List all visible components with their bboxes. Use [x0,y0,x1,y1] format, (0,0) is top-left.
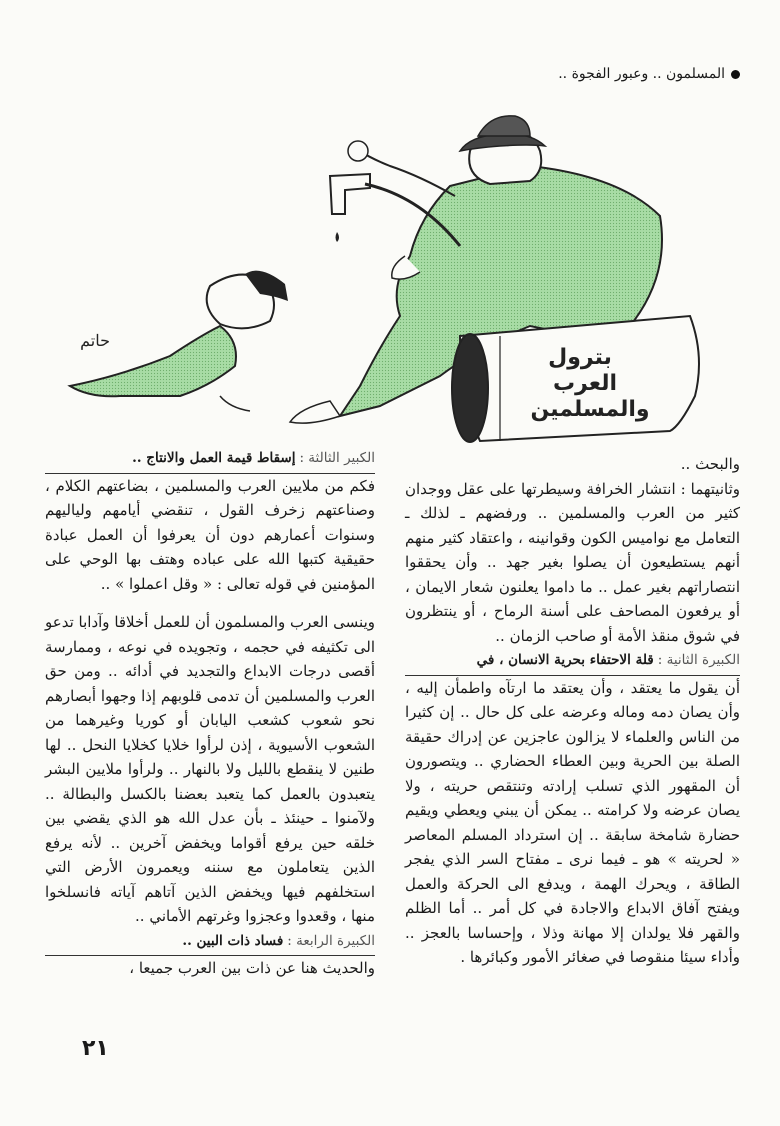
barrel-text-1: بترول [548,345,612,370]
paragraph: أن يقول ما يعتقد ، وأن يعتقد ما ارتآه واطمأن إليه ، وأن يصان دمه وماله وعرضه على كل حال .. إن كثيرا من الناس والعلماء لا يزالون عاجزين عن إدراك حقيقة الصلة بين الحرية وبين العطاء الحضاري .. ويتصورون أن المقهور الذي تسلب إرادته وتنتقص حريته ، ولا يصان عرضه ولا كرامته .. يمكن أن يبني ويعطي ويقيم حضارة شامخة سابقة .. إن استرداد المسلم المعاصر « لحريته » هو ـ فيما نرى ـ مفتاح السر الذي يفجر الطاقة ، ويحرك الهمة ، ويدفع الى الحركة والعمل ويفتح آفاق الابداع والاجادة في كل أمر .. أما الظلم والقهر فلا يولدان إلا مهانة وذلا ، وإحساسا بالعجز .. وأداء سيئا منقوصا في صغائر الأمور وكبائرها . [405,678,740,966]
section-title: قلة الاحتفاء بحرية الانسان ، في [476,652,654,668]
section-heading-2 [405,648,740,676]
editorial-cartoon [60,96,720,456]
section-heading-3 [45,446,375,474]
barrel-text-2: العرب [552,371,618,396]
oil-barrel [452,316,699,442]
paragraph: والبحث .. [680,455,740,473]
left-column [45,446,375,981]
paragraph: فكم من ملايين العرب والمسلمين ، بضاعتهم الكلام ، وصناعتهم زخرف القول ، تنقضي أيامهم ولياليهم وسنوات أعمارهم دون أن يعرفوا أن العمل عبادة حقيقية كتبها الله على عباده وهتف بها الوحي على المؤمنين في قوله تعالى : « وقل اعملوا » .. [45,476,375,593]
running-title: المسلمون .. وعبور الفجوة .. [558,66,725,82]
section-title: فساد ذات البين .. [182,932,284,949]
section-label: الكبير الثالثة : [299,450,375,466]
paragraph: وثانيتهما : انتشار الخرافة وسيطرتها على عقل ووجدان كثير من العرب والمسلمين .. ورفضهم ـ لذلك ـ التعامل مع نواميس الكون وقوانينه ، واعتقاد كثير منهم أنهم يستطيعون أن يصلوا بغير جهد .. وأن يحققوا انتصاراتهم بغير عمل .. ما داموا يعلنون شعار الايمان ، أو يرفعون المصاحف على أسنة الرماح ، أو ينتظرون في شوق منقذ الأمة أو صاحب الزمان .. [405,479,740,645]
section-heading-4 [45,929,375,957]
running-header [558,66,740,82]
paragraph: وينسى العرب والمسلمون أن للعمل أخلاقا وآدابا تدعو الى تكثيفه في حجمه ، وتجويده في نوعه ، وممارسة أقصى درجات الابداع والتجديد في أدائه .. ومن حق العرب والمسلمين أن تدمى قلوبهم إذا وجهوا أبصارهم نحو شعوب كشعب اليابان أو كوريا وغيرهما من الشعوب الأسيوية ، إذن لرأوا خلايا كخلايا النحل .. لها طنين لا ينقطع بالليل ولا بالنهار .. ولرأوا ملايين البشر يتعبدون بالعمل كما يتعبد بعضنا بالكسل والبطالة .. ولآمنوا ـ حينئذ ـ بأن عدل الله هو الذي يقضي بين خلقه حين يرفع أقواما ويخفض آخرين .. لأنه يرفع الذين يتعاملون مع سننه ويعمرون الأرض التي استخلفهم فيها ويخفض الذين آتاهم آياته فانسلخوا منها ، وقعدوا وعجزوا وغرتهم الأماني .. [45,613,375,925]
section-title: إسقاط قيمة العمل والانتاج .. [132,450,296,466]
bullet-icon [731,70,740,79]
page-number: ٢١ [82,1036,109,1061]
paragraph: والحديث هنا عن ذات بين العرب جميعا ، [129,959,375,977]
cartoonist-signature: حاتم [80,331,110,350]
right-column [405,452,740,970]
section-label: الكبيرة الثانية : [657,652,740,668]
crawling-man-figure [70,271,288,411]
section-label: الكبيرة الرابعة : [287,932,375,949]
barrel-text-3: والمسلمين [530,397,650,422]
